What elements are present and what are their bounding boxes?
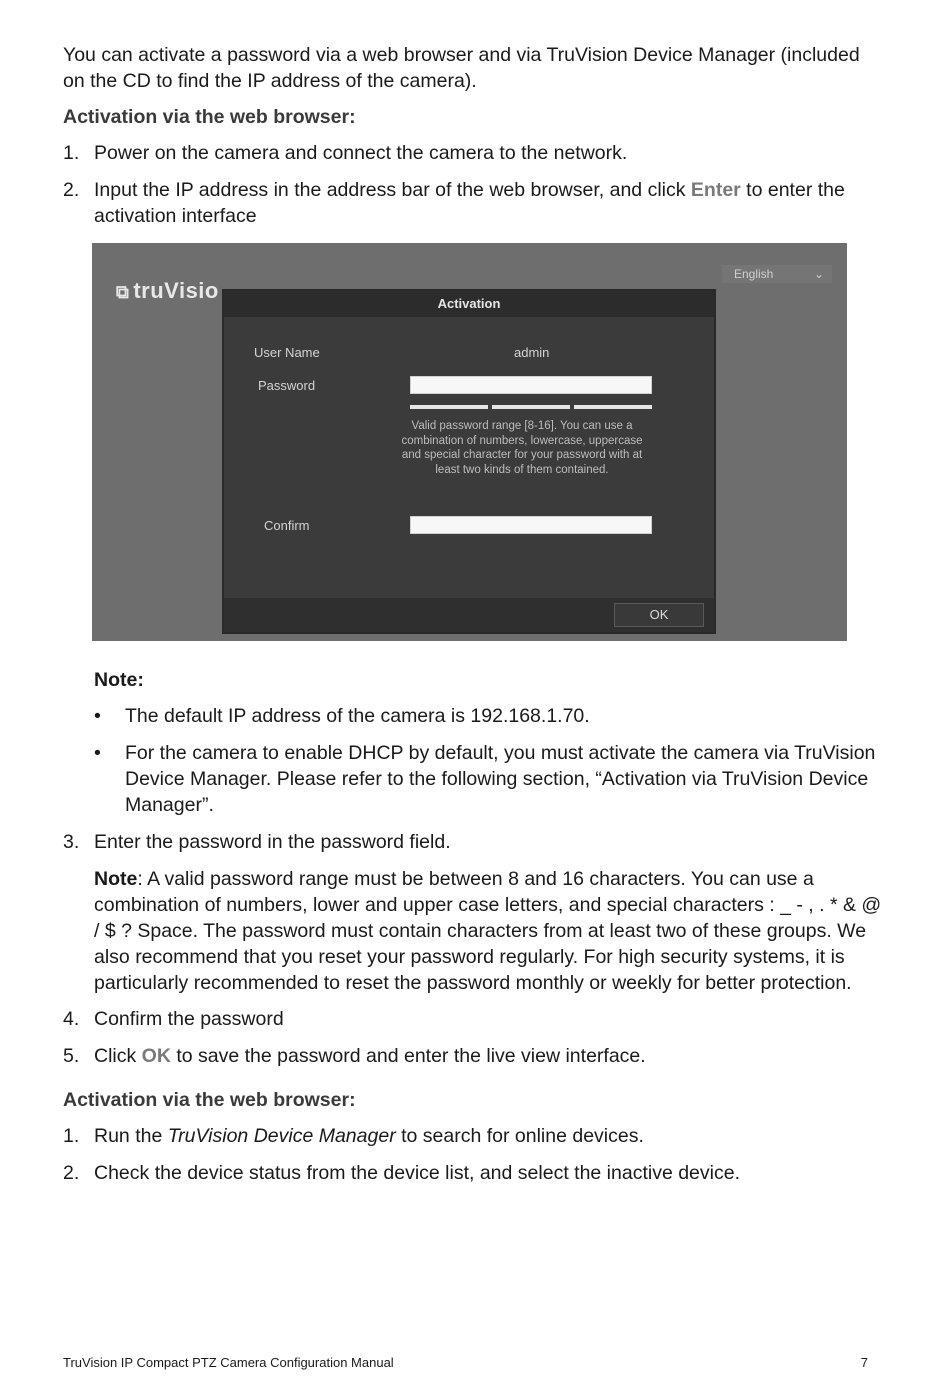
language-value: English [734, 267, 774, 281]
intro-paragraph: You can activate a password via a web browser and via TruVision Device Manager (included on the CD to find the IP address of the camera). [63, 44, 860, 92]
step-text: Power on the camera and connect the camera to the network. [94, 142, 628, 164]
strength-bar-medium [492, 405, 570, 409]
step-text-pre: Input the IP address in the address bar of the web browser, and click [94, 179, 691, 201]
note-text: : A valid password range must be between 8 and 16 characters. You can use a combination of numbers, lower and upper case letters, and special characters : _ - , . * & @ / $ ? Space. The password must contain characters from at least two of these groups. We also recommend that you reset your password regularly. For high security systems, it is particularly recommended to reset the password monthly or weekly for better protection. [94, 868, 882, 994]
app-name: TruVision Device Manager [167, 1125, 396, 1147]
dialog-title: Activation [224, 291, 714, 317]
step-text-post: to search for online devices. [395, 1125, 644, 1147]
logo-icon: ⧉ [116, 282, 130, 302]
step-number: 3. [63, 831, 80, 853]
confirm-label: Confirm [264, 518, 310, 533]
bullet-text: For the camera to enable DHCP by default, you must activate the camera via TruVision Device Manager. Please refer to the following section, “Activation via TruVision Device Manager”. [125, 742, 876, 816]
step-text-post: to enter the activation interface [94, 179, 845, 227]
step-text: Confirm the password [94, 1008, 284, 1030]
step-text: Check the device status from the device list, and select the inactive device. [94, 1162, 740, 1184]
step-text-post: to save the password and enter the live view interface. [170, 1045, 646, 1067]
user-name-value: admin [514, 345, 550, 360]
note-label: Note [94, 868, 138, 890]
ok-highlight: OK [141, 1045, 171, 1067]
note-heading: Note: [94, 669, 144, 691]
step-number: 2. [63, 1162, 80, 1184]
step-text: Enter the password in the password field. [94, 831, 451, 853]
ok-button[interactable]: OK [614, 603, 704, 627]
note-bullet [63, 703, 883, 729]
step-text-pre: Run the [94, 1125, 168, 1147]
note-bullet [63, 740, 883, 818]
step-number: 1. [63, 142, 80, 164]
step-number: 1. [63, 1125, 80, 1147]
password-note [63, 866, 883, 996]
confirm-input[interactable] [410, 516, 652, 534]
bullet-dot: • [94, 742, 101, 764]
logo-text: truVisio [133, 278, 219, 303]
bullet-text: The default IP address of the camera is 192.168.1.70. [125, 705, 590, 727]
step-2 [63, 1160, 883, 1186]
page-number: 7 [860, 1355, 868, 1370]
document-page [63, 42, 883, 1197]
language-select[interactable] [722, 265, 832, 283]
strength-bar-strong [574, 405, 652, 409]
step-number: 4. [63, 1008, 80, 1030]
password-input[interactable] [410, 376, 652, 394]
section-heading-device-manager: Activation via the web browser: [63, 1089, 356, 1111]
truvision-logo [116, 278, 219, 305]
user-name-label: User Name [254, 345, 320, 360]
bullet-dot: • [94, 705, 101, 727]
activation-dialog [222, 289, 716, 634]
step-text-pre: Click [94, 1045, 142, 1067]
step-4 [63, 1006, 883, 1032]
step-5 [63, 1043, 883, 1069]
footer-title: TruVision IP Compact PTZ Camera Configuration Manual [63, 1355, 394, 1370]
chevron-down-icon: ⌄ [813, 267, 824, 281]
step-3 [63, 829, 883, 855]
password-hint: Valid password range [8-16]. You can use a combination of numbers, lowercase, uppercase and special character for your password with at least two kinds of them contained. [401, 420, 643, 476]
step-1 [63, 1123, 883, 1149]
password-label: Password [258, 378, 316, 393]
activation-screenshot [92, 243, 847, 641]
strength-bar-weak [410, 405, 488, 409]
step-1 [63, 140, 883, 166]
page-footer [63, 1350, 868, 1376]
step-2 [63, 177, 883, 229]
section-heading-web-browser: Activation via the web browser: [63, 106, 356, 128]
dialog-footer [224, 598, 714, 632]
enter-highlight: Enter [690, 179, 741, 201]
step-number: 2. [63, 179, 80, 201]
step-number: 5. [63, 1045, 80, 1067]
